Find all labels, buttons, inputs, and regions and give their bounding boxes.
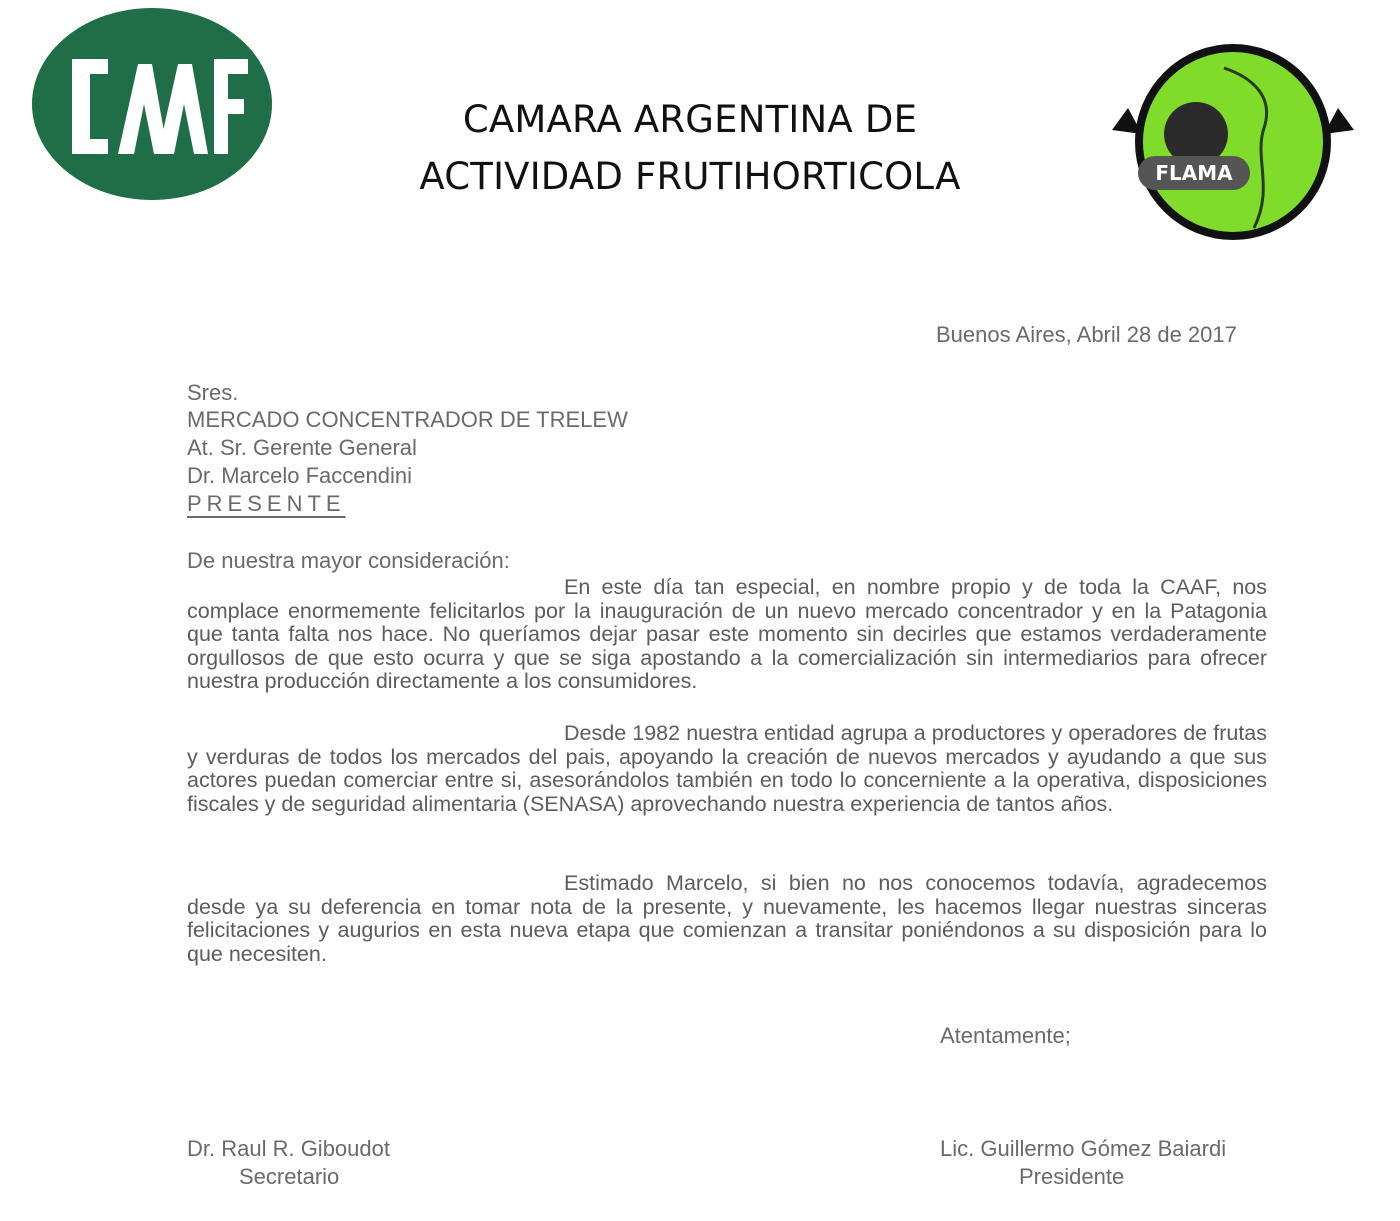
caaf-logo (30, 4, 275, 204)
greeting: De nuestra mayor consideración: (187, 548, 510, 573)
recipient-line: Sres. (187, 380, 239, 405)
signature-role-president: Presidente (1019, 1164, 1125, 1189)
signature-name-secretary: Dr. Raul R. Giboudot (187, 1136, 390, 1161)
letter-date: Buenos Aires, Abril 28 de 2017 (936, 322, 1237, 347)
closing: Atentamente; (940, 1023, 1071, 1048)
title-line-2: ACTIVIDAD FRUTIHORTICOLA (419, 155, 961, 198)
paragraph-2: Desde 1982 nuestra entidad agrupa a productores y operadores de frutas y verduras de todos los mercados del pais, apoyando la creación de nuevos mercados y ayudando a que sus actores puedan comerciar entre si, asesorándolos también en todo lo concerniente a la operativa, disposiciones fiscales y de seguridad alimentaria (SENASA) aprovechando nuestra experiencia de tantos años. (187, 721, 1267, 816)
paragraph-1: En este día tan especial, en nombre propio y de toda la CAAF, nos complace enormemente felicitarlos por la inauguración de un nuevo mercado concentrador y en la Patagonia que tanta falta nos hace. No queríamos dejar pasar este momento sin decirles que estamos verdaderamente orgullosos de que esto ocurra y que se siga apostando a la comercialización sin intermediarios para ofrecer nuestra producción directamente a los consumidores. (187, 575, 1267, 694)
paragraph-3: Estimado Marcelo, si bien no nos conocemos todavía, agradecemos desde ya su deferencia en tomar nota de la presente, y nuevamente, les hacemos llegar nuestras sinceras felicitaciones y augurios en esta nueva etapa que comienzan a transitar poniéndonos a su disposición para lo que necesiten. (187, 871, 1267, 966)
recipient-line: MERCADO CONCENTRADOR DE TRELEW (187, 407, 628, 432)
title-line-1: CAMARA ARGENTINA DE (462, 98, 918, 141)
recipient-line: Dr. Marcelo Faccendini (187, 463, 412, 488)
presente-label: PRESENTE (187, 491, 346, 516)
flama-logo (1104, 38, 1362, 246)
signature-name-president: Lic. Guillermo Gómez Baiardi (940, 1136, 1227, 1161)
signature-role-secretary: Secretario (239, 1164, 340, 1189)
recipient-line: At. Sr. Gerente General (187, 435, 417, 460)
svg-text:FLAMA: FLAMA (1155, 161, 1233, 185)
